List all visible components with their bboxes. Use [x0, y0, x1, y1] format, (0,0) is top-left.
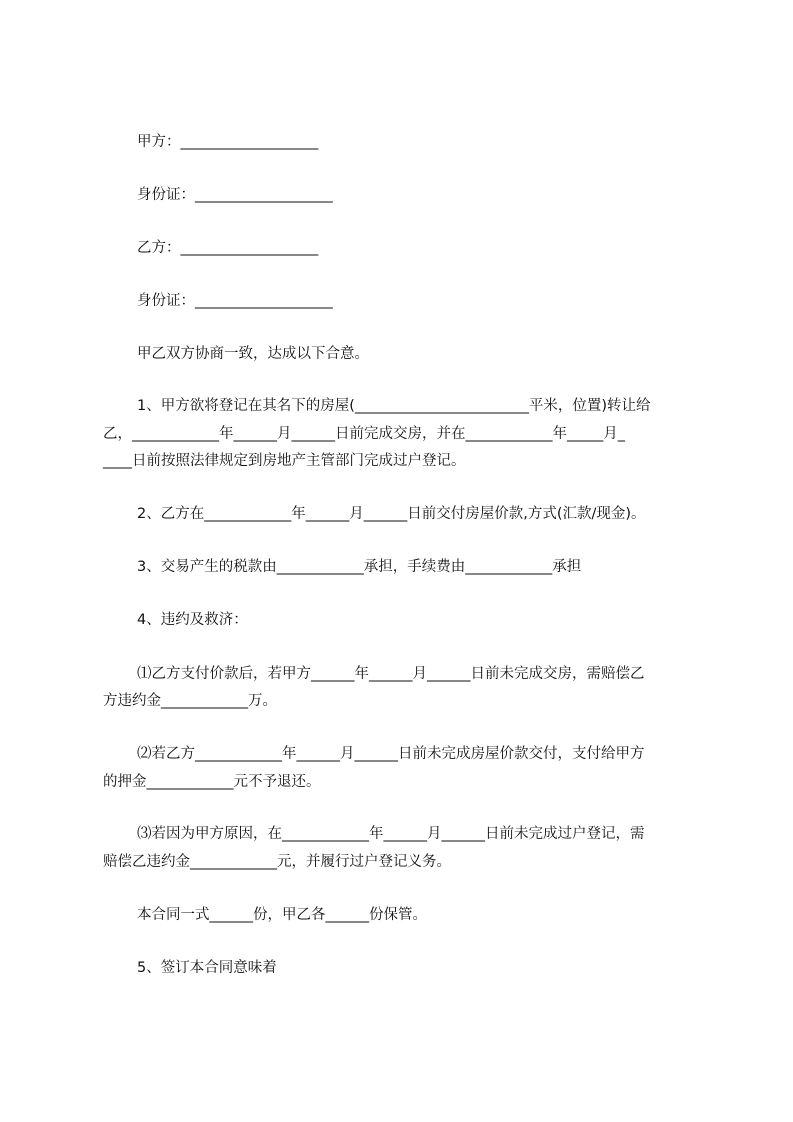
clause-4-3-line-2: 赔偿乙违约金____________元，并履行过户登记义务。: [103, 854, 451, 870]
clause-2: 2、乙方在____________年______月______日前交付房屋价款,方式(汇款/现金)。: [137, 506, 646, 522]
party-b-id-field: 身份证：___________________: [137, 293, 333, 309]
clause-4-2-line-1: ⑵若乙方____________年______月______日前未完成房屋价款交付，支付给甲方: [137, 746, 645, 762]
party-a-id-field: 身份证：___________________: [137, 187, 333, 203]
clause-4-1-line-2: 方违约金____________万。: [103, 693, 277, 709]
copies-paragraph: 本合同一式______份，甲乙各______份保管。: [137, 907, 427, 923]
clause-1-line-3: ____日前按照法律规定到房地产主管部门完成过户登记。: [103, 453, 466, 469]
clause-1-line-1: 1、甲方欲将登记在其名下的房屋(________________________平米，位置)转让给: [137, 398, 651, 414]
clause-5: 5、签订本合同意味着: [137, 960, 277, 976]
clause-3: 3、交易产生的税款由____________承担，手续费由____________承担: [137, 559, 582, 575]
clause-4-2-line-2: 的押金____________元不予退还。: [103, 774, 321, 790]
party-b-field: 乙方：___________________: [137, 240, 319, 256]
clause-4-1-line-1: ⑴乙方支付价款后，若甲方______年______月______日前未完成交房，需赔偿乙: [137, 666, 645, 682]
clause-4-3-line-1: ⑶若因为甲方原因，在____________年______月______日前未完成过户登记，需: [137, 826, 645, 842]
clause-4-heading: 4、违约及救济：: [137, 612, 248, 628]
clause-1-line-2: 乙，____________年______月______日前完成交房，并在____________年_____月_: [103, 426, 625, 442]
party-a-field: 甲方：___________________: [137, 134, 319, 150]
intro-paragraph: 甲乙双方协商一致，达成以下合意。: [137, 346, 369, 362]
